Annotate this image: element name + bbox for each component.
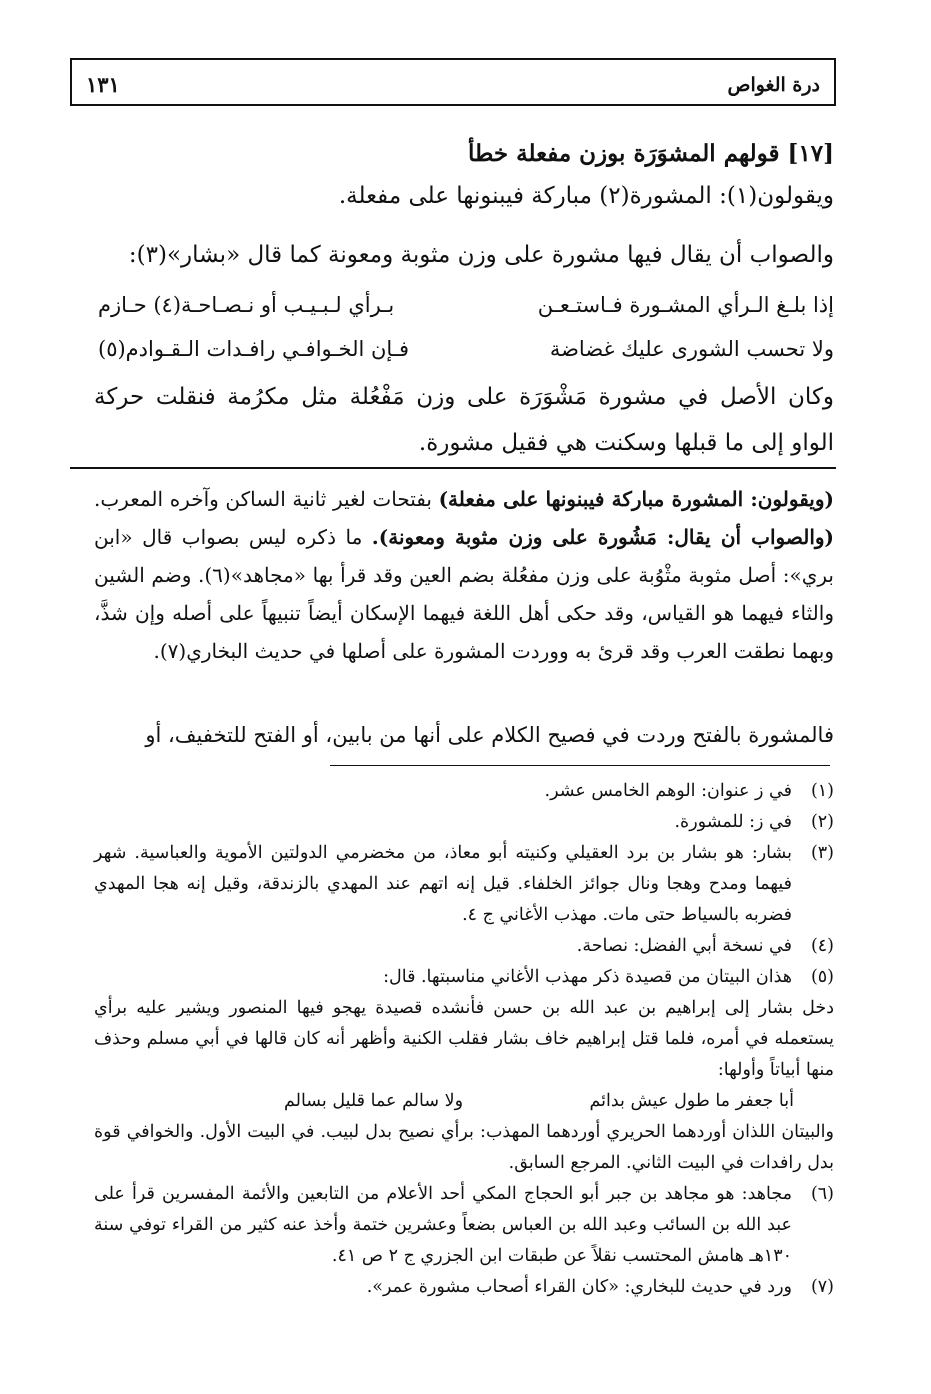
- footnote-number: (٢): [810, 812, 834, 832]
- footnote-text: في نسخة أبي الفضل: نصاحة.: [576, 936, 792, 956]
- footnote-3: [94, 838, 834, 931]
- footnote-verse-second-hemistich: ولا سالم عما قليل بسالم: [284, 1091, 464, 1111]
- verse-1-second-hemistich: بـرأي لـبـيـب أو نـصـاحـة(٤) حـازم: [98, 293, 395, 317]
- verse-2-first-hemistich: ولا تحسب الشورى عليك غضاضة: [549, 337, 834, 361]
- paragraph-2: والصواب أن يقال فيها مشورة على وزن مثوبة ومعونة كما قال «بشار»(٣):: [128, 242, 834, 268]
- commentary-continuation: فالمشورة بالفتح وردت في فصيح الكلام على أنها من بابين، أو الفتح للتخفيف، أو: [145, 723, 834, 747]
- footnote-divider: [330, 765, 830, 766]
- commentary-divider: [70, 467, 836, 469]
- footnote-text: في ز عنوان: الوهم الخامس عشر.: [544, 781, 792, 801]
- footnote-7: [94, 1272, 834, 1303]
- footnote-number: (١): [810, 781, 834, 801]
- footnote-number: (٧): [810, 1277, 834, 1297]
- footnotes: [94, 776, 834, 1303]
- footnote-5: [94, 962, 834, 993]
- footnote-5-verse: [94, 1086, 834, 1117]
- commentary-text-2: ما ذكره ليس بصواب قال «ابن بري»: أصل مثوبة مثْوُبة على وزن مفعُلة بضم العين وقد قرأ بها «مجاهد»(٦). وضم الشين والثاء فيهما هو القياس، وقد حكى أهل اللغة فيهما الإسكان أيضاً تنبيهاً على أصله وإن شذَّ، وبهما نطقت العرب وقد قرئ به ووردت المشورة على أصلها في حديث البخاري(٧).: [94, 525, 835, 663]
- footnote-text: بشار: هو بشار بن برد العقيلي وكنيته أبو معاذ، من مخضرمي الدولتين الأموية والعباسية. شهر فيهما ومدح وهجا ونال جوائز الخلفاء. قيل إنه اتهم عند المهدي بالزندقة، وقيل إنه هجا المهدي فضربه بالسياط حتى مات. مهذب الأغاني ج ٤.: [94, 843, 792, 925]
- commentary-text-1: بفتحات لغير ثانية الساكن وآخره المعرب.: [94, 487, 439, 511]
- verse-2-second-hemistich: فـإن الخـوافـي رافـدات الـقـوادم(٥): [98, 337, 410, 361]
- footnote-2: [94, 807, 834, 838]
- footnote-4: [94, 931, 834, 962]
- footnote-text: ورد في حديث للبخاري: «كان القراء أصحاب مشورة عمر».: [366, 1277, 792, 1297]
- footnote-5-story: دخل بشار إلى إبراهيم بن عبد الله بن حسن فأنشده قصيدة يهجو فيها المنصور ويشير عليه برأي يستعمله في أمره، فلما قتل إبراهيم خاف بشار فقلب الكنية وأظهر أنه كان قالها في أبي مسلم وحذف منها أبياتاً وأولها:: [94, 998, 834, 1080]
- commentary-quote-1: (ويقولون: المشورة مباركة فيبنونها على مفعلة): [438, 487, 834, 511]
- footnote-number: (٦): [810, 1184, 834, 1204]
- footnote-number: (٣): [810, 843, 834, 863]
- footnote-verse-first-hemistich: أبا جعفر ما طول عيش بدائم: [589, 1091, 794, 1111]
- section-heading: [١٧] قولهم المشوَرَة بوزن مفعلة خطأ: [468, 140, 834, 167]
- paragraph-1: ويقولون(١): المشورة(٢) مباركة فيبنونها على مفعلة.: [338, 183, 834, 209]
- footnote-number: (٤): [810, 936, 834, 956]
- footnote-text: مجاهد: هو مجاهد بن جبر أبو الحجاج المكي أحد الأعلام من التابعين والأئمة المفسرين قرأ على عبد الله بن السائب وعبد الله بن العباس بضعاً وعشرين ختمة وأخذ عنه كثير من القراء توفي سنة ١٣٠هـ هامش المحتسب نقلاً عن طبقات ابن الجزري ج ٢ ص ٤١.: [94, 1184, 792, 1266]
- commentary-block: [94, 480, 834, 670]
- verse-1-first-hemistich: إذا بلـغ الـرأي المشـورة فـاستـعـن: [537, 293, 834, 317]
- footnote-5-note: والبيتان اللذان أوردهما الحريري أوردهما المهذب: برأي نصيح بدل لبيب. في البيت الأول. والخوافي قوة بدل رافدات في البيت الثاني. المرجع السابق.: [94, 1122, 834, 1173]
- page-header: [70, 58, 836, 106]
- footnote-1: [94, 776, 834, 807]
- running-title: درة الغواص: [727, 74, 820, 96]
- footnote-6: [94, 1179, 834, 1272]
- footnote-number: (٥): [810, 967, 834, 987]
- commentary-quote-2: (والصواب أن يقال: مَشُورة على وزن مثوبة ومعونة).: [371, 525, 835, 549]
- paragraph-3: وكان الأصل في مشورة مَشْوَرَة على وزن مَفْعُلة مثل مكرُمة فنقلت حركة الواو إلى ما قبلها وسكنت هي فقيل مشورة.: [94, 384, 834, 456]
- footnote-text: في ز: للمشورة.: [674, 812, 792, 832]
- page-number: ١٣١: [86, 72, 120, 97]
- footnote-text: هذان البيتان من قصيدة ذكر مهذب الأغاني مناسبتها. قال:: [383, 967, 792, 987]
